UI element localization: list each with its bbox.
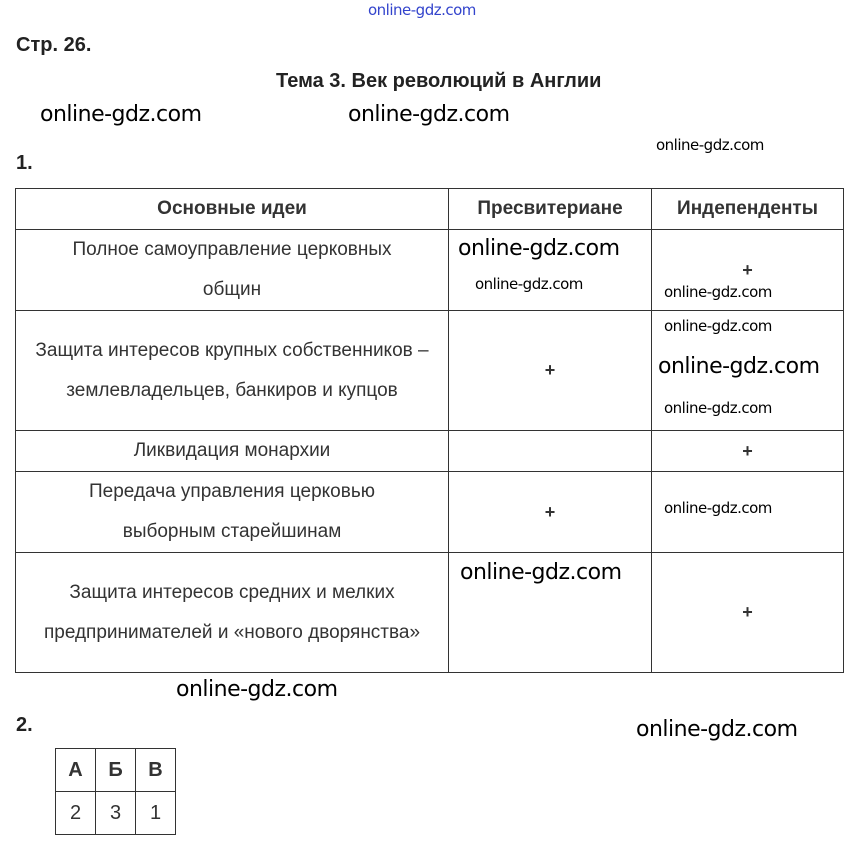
- watermark: online-gdz.com: [658, 354, 820, 379]
- watermark: online-gdz.com: [664, 283, 772, 301]
- answer-value: 3: [96, 792, 136, 835]
- watermark: online-gdz.com: [664, 317, 772, 335]
- watermark: online-gdz.com: [40, 102, 202, 127]
- page-label: Стр. 26.: [16, 34, 92, 56]
- idea-cell: Ликвидация монархии: [16, 431, 449, 472]
- answer-header: Б: [96, 749, 136, 792]
- table-header-row: [16, 189, 844, 230]
- watermark: online-gdz.com: [475, 275, 583, 293]
- table-row: [16, 431, 844, 472]
- answer-value-row: [56, 792, 176, 835]
- watermark: online-gdz.com: [664, 499, 772, 517]
- column-header: Индепенденты: [652, 189, 844, 230]
- watermark: online-gdz.com: [636, 717, 798, 742]
- idea-cell: Защита интересов средних и мелких предпринимателей и «нового дворянства»: [16, 553, 449, 673]
- answer-value: 2: [56, 792, 96, 835]
- watermark: online-gdz.com: [460, 560, 622, 585]
- answer-header-row: [56, 749, 176, 792]
- idea-cell: Передача управления церковью выборным старейшинам: [16, 472, 449, 553]
- answer-value: 1: [136, 792, 176, 835]
- task1-number: 1.: [16, 152, 33, 174]
- watermark: online-gdz.com: [458, 236, 620, 261]
- topic-title: Тема 3. Век революций в Англии: [276, 70, 602, 92]
- ideas-table: [15, 188, 844, 673]
- watermark: online-gdz.com: [656, 136, 764, 154]
- independents-cell: +: [652, 431, 844, 472]
- watermark: online-gdz.com: [368, 1, 476, 19]
- independents-cell: +: [652, 230, 844, 311]
- column-header: Пресвитериане: [449, 189, 652, 230]
- task2-number: 2.: [16, 714, 33, 736]
- column-header: Основные идеи: [16, 189, 449, 230]
- watermark: online-gdz.com: [664, 399, 772, 417]
- presbyterians-cell: +: [449, 311, 652, 431]
- answer-table: [55, 748, 176, 835]
- watermark: online-gdz.com: [348, 102, 510, 127]
- watermark: online-gdz.com: [176, 677, 338, 702]
- table-row: [16, 553, 844, 673]
- answer-header: В: [136, 749, 176, 792]
- independents-cell: +: [652, 553, 844, 673]
- presbyterians-cell: +: [449, 472, 652, 553]
- idea-cell: Защита интересов крупных собственников – землевладельцев, банкиров и купцов: [16, 311, 449, 431]
- presbyterians-cell: [449, 431, 652, 472]
- answer-header: А: [56, 749, 96, 792]
- idea-cell: Полное самоуправление церковных общин: [16, 230, 449, 311]
